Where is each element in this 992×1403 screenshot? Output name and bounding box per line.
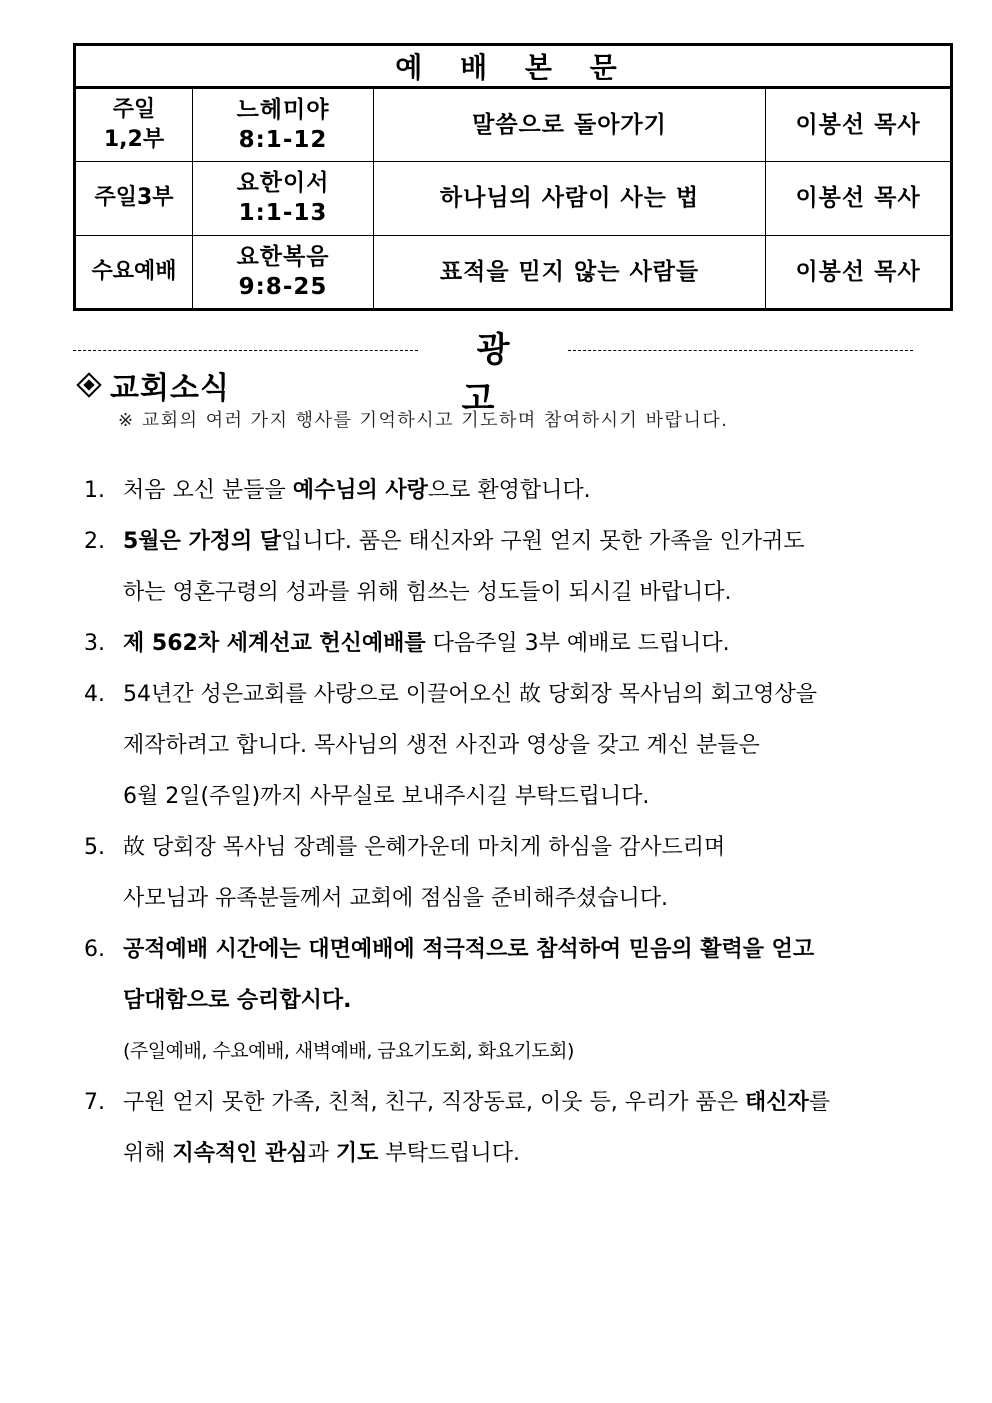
list-item: 5. 故 당회장 목사님 장례를 은혜가운데 마치게 하심을 감사드리며 사모님과 유족분들께서 교회에 점심을 준비해주셨습니다. [84,835,726,911]
table-row [75,235,952,309]
list-item: 7. 구원 얻지 못한 가족, 친척, 친구, 직장동료, 이웃 등, 우리가 품은 태신자를 위해 지속적인 관심과 기도 부탁드립니다. [84,1090,830,1166]
news-list [84,465,884,1179]
table-row [75,162,952,235]
list-item: 1. 처음 오신 분들을 예수님의 사랑으로 환영합니다. [84,478,591,503]
service-name: 주일 1,2부 [75,88,193,162]
preacher: 이봉선 목사 [766,88,952,162]
list-item: 6. 공적예배 시간에는 대면예배에 적극적으로 참석하여 믿음의 활력을 얻고 담대함으로 승리합시다. (주일예배, 수요예배, 새벽예배, 금요기도회, 화요기도회) [84,937,815,1062]
scripture-ref: 느헤미야 8:1-12 [193,88,374,162]
preacher: 이봉선 목사 [766,162,952,235]
worship-schedule-table [73,43,953,311]
table-row [75,88,952,162]
sermon-title: 하나님의 사람이 사는 법 [374,162,766,235]
divider [73,350,418,351]
service-name: 수요예배 [75,235,193,309]
section-label: 교회소식 [110,371,230,406]
ads-title: 광 고 [461,330,540,419]
scripture-ref: 요한이서 1:1-13 [193,162,374,235]
notice-note: ※ 교회의 여러 가지 행사를 기억하시고 기도하며 참여하시기 바랍니다. [118,410,729,431]
list-item: 2. 5월은 가정의 달입니다. 품은 태신자와 구원 얻지 못한 가족을 인가귀도 하는 영혼구령의 성과를 위해 힘쓰는 성도들이 되시길 바랍니다. [84,529,805,605]
church-news-heading [74,365,230,405]
preacher: 이봉선 목사 [766,235,952,309]
sermon-title: 표적을 믿지 않는 사람들 [374,235,766,309]
schedule-title: 예 배 본 문 [75,45,952,88]
scripture-ref: 요한복음 9:8-25 [193,235,374,309]
diamond-bullet-icon [76,372,101,397]
list-item: 4. 54년간 성은교회를 사랑으로 이끌어오신 故 당회장 목사님의 회고영상을 제작하려고 합니다. 목사님의 생전 사진과 영상을 갖고 계신 분들은 6월 2일(주일)까지 사무실로 보내주시길 부탁드립니다. [84,682,818,809]
divider [568,350,913,351]
service-name: 주일3부 [75,162,193,235]
list-item: 3. 제 562차 세계선교 헌신예배를 다음주일 3부 예배로 드립니다. [84,631,730,656]
sermon-title: 말씀으로 돌아가기 [374,88,766,162]
